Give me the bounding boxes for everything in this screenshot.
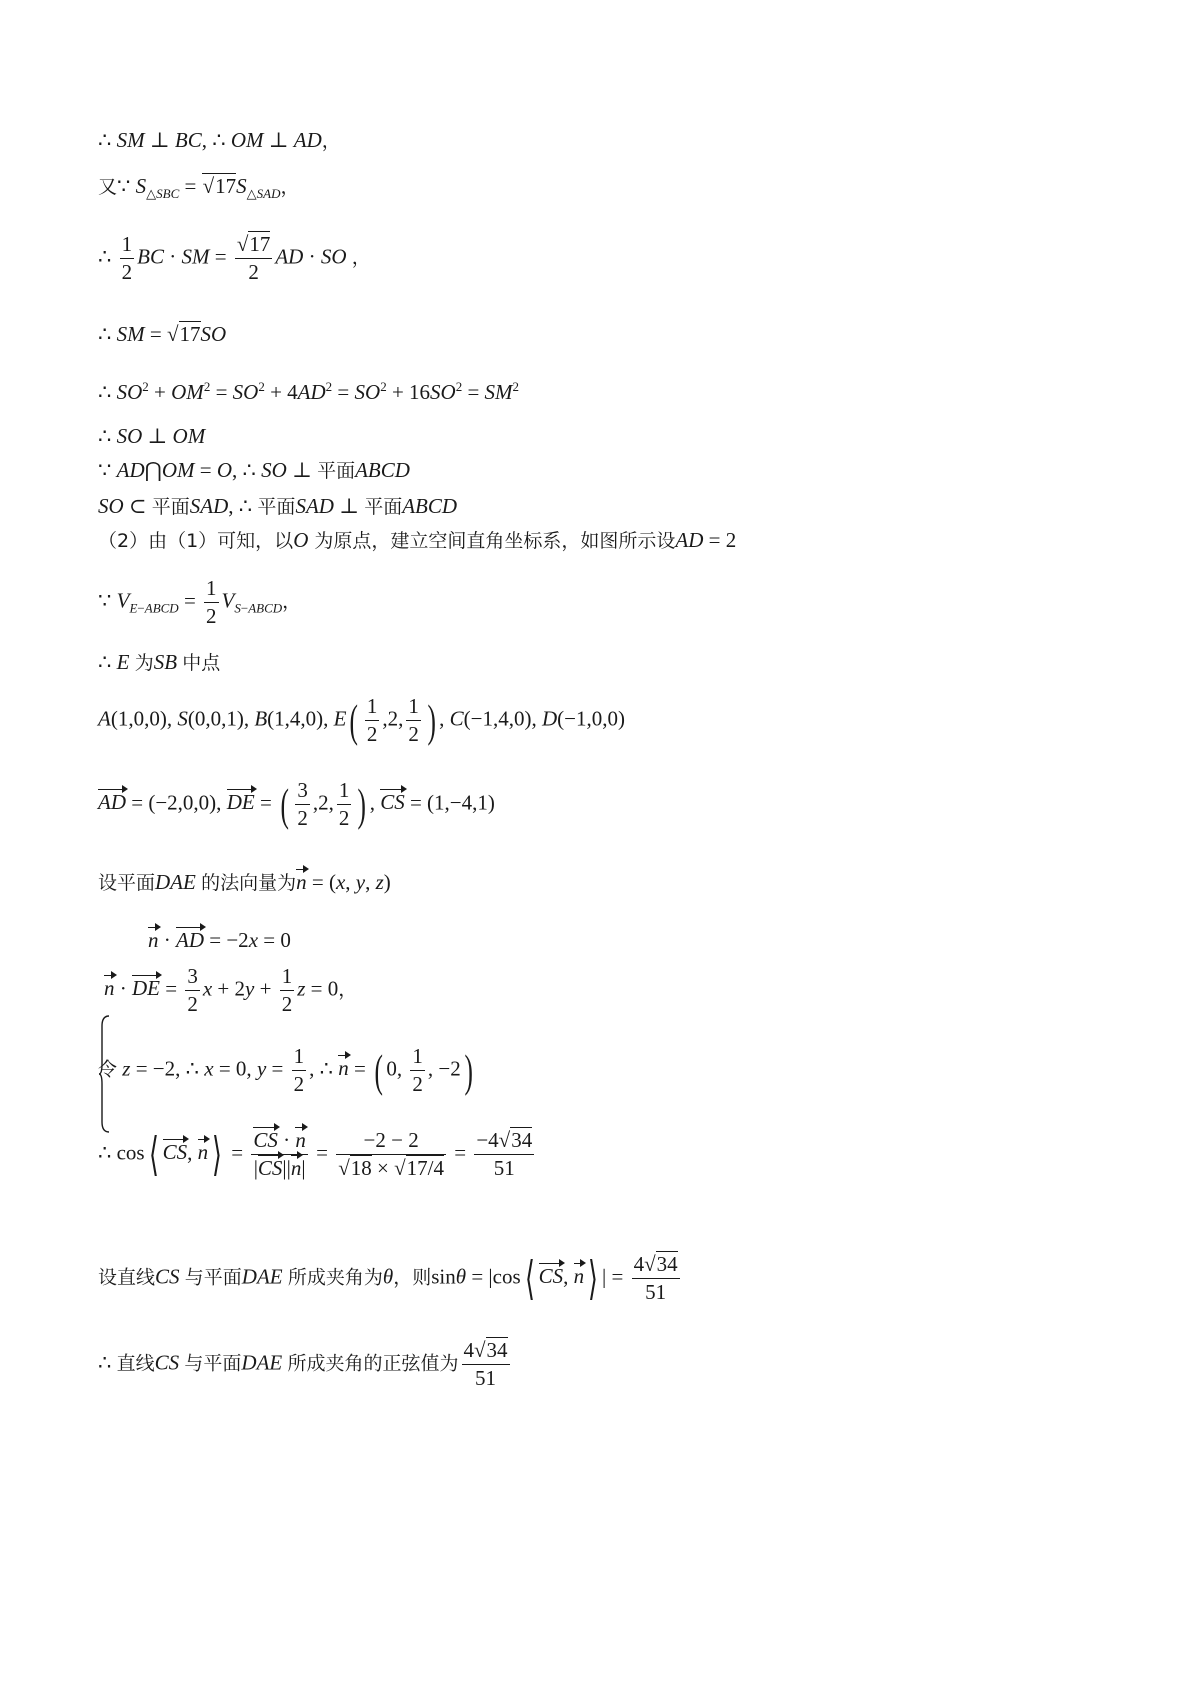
line-13: AD = (−2,0,0), DE = ( $\frac{3}{2}$ ,2, $\frac{1}{2}$ ) , CS = (1,−4,1) [98,778,495,830]
line-3: ∴ $\frac{1}{2}$ BC · SM = $\frac{√17}{2}$ AD · SO ， [98,232,371,284]
line-8: SO ⊂ 平面SAD, ∴ 平面SAD ⊥ 平面ABCD [98,494,458,518]
line-1: ∴ SM ⊥ BC, ∴ OM ⊥ AD， [98,128,341,152]
line-10: ∵ $V_{E-ABCD}$ = $\frac{1}{2}$ $V_{S-ABCD}$， [98,576,302,628]
line-15a: n · AD = −2x = 0 [148,928,291,952]
line-9: （2）由（1）可知，以O 为原点，建立空间直角坐标系，如图所示设AD = 2 [98,528,737,552]
line-15b: n · DE = $\frac{3}{2}$ x + 2y + $\frac{1}{2}$ z = 0， [104,964,358,1016]
line-7: ∵ AD⋂OM = O, ∴ SO ⊥ 平面ABCD [98,458,410,482]
line-19: ∴ 直线CS 与平面DAE 所成夹角的正弦值为 $\frac{4√34}{51}$ [98,1338,508,1390]
line-16: 令 z = −2, ∴ x = 0, y = $\frac{1}{2}$ , ∴ n = ( 0, $\frac{1}{2}$ , −2) [98,1044,473,1096]
line-2: 又∵ $S_{\triangle SBC} = √17S_{\triangle SAD}$， [98,174,300,202]
line-6: ∴ SO ⊥ OM [98,424,206,448]
line-12: A(1,0,0), S(0,0,1), B(1,4,0), E( $\frac{1}{2}$ ,2, $\frac{1}{2}$ ) , C(−1,4,0), D(−1,0,0) [98,694,626,746]
line-4: ∴ SM = √17SO [98,322,227,346]
line-17: ∴ cos⟨ CS, n⟩ = $\frac{CS \cdot n}{|CS||n|}$ = $\frac{-2 - 2}{√18 \times √17/4}$ = $\frac{-4√34}{51}$ [98,1128,533,1180]
line-14: 设平面DAE 的法向量为n = (x, y, z) [98,870,391,894]
line-11: ∴ E 为SB 中点 [98,650,221,674]
line-18: 设直线CS 与平面DAE 所成夹角为θ，则sinθ = |cos⟨ CS, n⟩ | = $\frac{4√34}{51}$ [98,1252,678,1304]
line-5: ∴ $SO^2 + OM^2 = SO^2 + 4AD^2 = SO^2 + 16SO^2 = SM^2$ [98,379,520,404]
